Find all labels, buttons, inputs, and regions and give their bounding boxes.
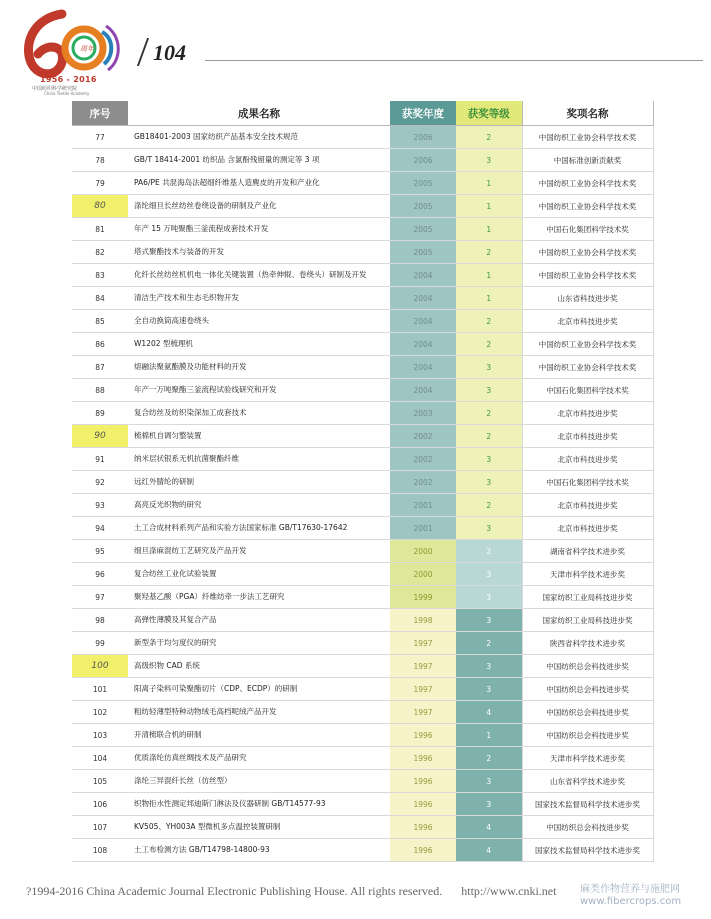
- award-year: 2004: [390, 287, 456, 310]
- column-header-no: 序号: [72, 101, 128, 126]
- award-level: 3: [456, 448, 522, 471]
- row-number: 82: [72, 241, 128, 264]
- achievement-name: 织物拒水性测定邦迪斯门淋法及仪器研制 GB/T14577-93: [128, 793, 390, 816]
- award-year: 2005: [390, 172, 456, 195]
- award-name: 国家技术监督局科学技术进步奖: [522, 793, 653, 816]
- award-name: 北京市科技进步奖: [522, 517, 653, 540]
- row-number: 89: [72, 402, 128, 425]
- table-row: [72, 149, 653, 172]
- award-name: 湖南省科学技术进步奖: [522, 540, 653, 563]
- award-year: 2002: [390, 471, 456, 494]
- column-header-year: 获奖年度: [390, 101, 456, 126]
- table-row: [72, 632, 653, 655]
- table-row: [72, 586, 653, 609]
- award-name: 中国纺织总会科技进步奖: [522, 701, 653, 724]
- row-number: 78: [72, 149, 128, 172]
- award-level: 3: [456, 770, 522, 793]
- award-year: 2002: [390, 425, 456, 448]
- row-number: 85: [72, 310, 128, 333]
- award-name: 中国标准创新贡献奖: [522, 149, 653, 172]
- row-number: 98: [72, 609, 128, 632]
- award-year: 1996: [390, 770, 456, 793]
- award-name: 天津市科学技术进步奖: [522, 563, 653, 586]
- achievement-name: 年产一万吨聚酯三釜流程试验线研究和开发: [128, 379, 390, 402]
- award-year: 2004: [390, 356, 456, 379]
- award-name: 北京市科技进步奖: [522, 310, 653, 333]
- row-number: 88: [72, 379, 128, 402]
- row-number: 104: [72, 747, 128, 770]
- logo-years: 1956 - 2016: [40, 75, 97, 84]
- table-row: [72, 724, 653, 747]
- award-year: 2005: [390, 241, 456, 264]
- copyright-text: ?1994-2016 China Academic Journal Electronic Publishing House. All rights reserved.: [26, 884, 443, 898]
- table-row: [72, 540, 653, 563]
- row-number: 102: [72, 701, 128, 724]
- footer-url[interactable]: http://www.cnki.net: [461, 884, 557, 898]
- column-header-award: 奖项名称: [522, 101, 653, 126]
- award-name: 山东省科学技术进步奖: [522, 770, 653, 793]
- award-name: 中国纺织工业协会科学技术奖: [522, 195, 653, 218]
- table-row: [72, 517, 653, 540]
- row-number: 101: [72, 678, 128, 701]
- award-level: 1: [456, 264, 522, 287]
- achievement-name: 复合纺丝工业化试验装置: [128, 563, 390, 586]
- award-year: 1997: [390, 701, 456, 724]
- achievement-name: GB18401-2003 国家纺织产品基本安全技术规范: [128, 126, 390, 149]
- table-row: [72, 793, 653, 816]
- award-level: 4: [456, 839, 522, 862]
- award-level: 3: [456, 793, 522, 816]
- award-year: 2004: [390, 379, 456, 402]
- award-level: 2: [456, 241, 522, 264]
- page-number: 104: [153, 40, 186, 65]
- award-name: 中国石化集团科学技术奖: [522, 471, 653, 494]
- award-level: 2: [456, 402, 522, 425]
- row-number: 96: [72, 563, 128, 586]
- achievement-name: 粗纺轻薄型特种动物绒毛高档呢绒产品开发: [128, 701, 390, 724]
- achievement-name: 全自动换筒高速卷绕头: [128, 310, 390, 333]
- award-year: 2002: [390, 448, 456, 471]
- table-row: [72, 310, 653, 333]
- award-year: 1996: [390, 724, 456, 747]
- award-level: 2: [456, 425, 522, 448]
- logo-chinese-name: 中国纺织科学研究院: [32, 86, 78, 92]
- achievement-name: 聚羟基乙酸（PGA）纤维纺牵一步法工艺研究: [128, 586, 390, 609]
- award-name: 中国纺织总会科技进步奖: [522, 816, 653, 839]
- table-row: [72, 126, 653, 149]
- row-number: 106: [72, 793, 128, 816]
- achievement-name: KV505、YH003A 型微机多点温控装置研制: [128, 816, 390, 839]
- award-name: 山东省科技进步奖: [522, 287, 653, 310]
- achievement-name: 塔式聚酯技术与装备的开发: [128, 241, 390, 264]
- award-name: 中国纺织总会科技进步奖: [522, 655, 653, 678]
- award-year: 1996: [390, 793, 456, 816]
- site-watermark: [580, 884, 681, 908]
- award-name: 中国纺织工业协会科学技术奖: [522, 126, 653, 149]
- row-number: 105: [72, 770, 128, 793]
- achievement-name: 高级织物 CAD 系统: [128, 655, 390, 678]
- award-year: 1998: [390, 609, 456, 632]
- award-level: 2: [456, 126, 522, 149]
- award-year: 2004: [390, 333, 456, 356]
- award-name: 北京市科技进步奖: [522, 448, 653, 471]
- achievement-name: 涤纶三异混纤长丝（仿丝型）: [128, 770, 390, 793]
- award-year: 1996: [390, 839, 456, 862]
- table-row: [72, 448, 653, 471]
- achievement-name: 优质涤纶仿真丝绸技术及产品研究: [128, 747, 390, 770]
- award-level: 3: [456, 586, 522, 609]
- award-year: 1997: [390, 632, 456, 655]
- table-row: [72, 195, 653, 218]
- achievement-name: 涤纶细旦长丝纺丝卷绕设备的研制及产业化: [128, 195, 390, 218]
- table-row: [72, 770, 653, 793]
- table-row: [72, 678, 653, 701]
- award-level: 1: [456, 195, 522, 218]
- svg-text:周年: 周年: [80, 45, 94, 53]
- award-level: 2: [456, 632, 522, 655]
- row-number: 81: [72, 218, 128, 241]
- award-name: 中国纺织工业协会科学技术奖: [522, 172, 653, 195]
- table-row: [72, 356, 653, 379]
- row-number: 80: [72, 195, 128, 218]
- awards-table: [72, 101, 654, 862]
- achievement-name: 纳米层状银系无机抗菌聚酯纤维: [128, 448, 390, 471]
- achievement-name: 年产 15 万吨聚酯三釜流程成套技术开发: [128, 218, 390, 241]
- row-number: 77: [72, 126, 128, 149]
- award-name: 中国纺织工业协会科学技术奖: [522, 264, 653, 287]
- award-year: 1997: [390, 655, 456, 678]
- award-name: 中国纺织总会科技进步奖: [522, 678, 653, 701]
- award-year: 2005: [390, 195, 456, 218]
- row-number: 91: [72, 448, 128, 471]
- award-name: 中国纺织总会科技进步奖: [522, 724, 653, 747]
- row-number: 108: [72, 839, 128, 862]
- award-year: 2000: [390, 540, 456, 563]
- page-footer: [26, 884, 556, 899]
- award-name: 中国纺织工业协会科学技术奖: [522, 333, 653, 356]
- achievement-name: 阳离子染料可染聚酯切片（CDP、ECDP）的研制: [128, 678, 390, 701]
- row-number: 97: [72, 586, 128, 609]
- award-name: 国家纺织工业局科技进步奖: [522, 586, 653, 609]
- anniversary-logo: [18, 8, 133, 96]
- table-row: [72, 172, 653, 195]
- achievement-name: 新型条干均匀度仪的研究: [128, 632, 390, 655]
- achievement-name: 土工布检测方法 GB/T14798-14800-93: [128, 839, 390, 862]
- watermark-line2: www.fibercrops.com: [580, 896, 682, 907]
- award-name: 天津市科学技术进步奖: [522, 747, 653, 770]
- achievement-name: 高亮反光织物的研究: [128, 494, 390, 517]
- row-number: 79: [72, 172, 128, 195]
- achievement-name: 远红外腈纶的研制: [128, 471, 390, 494]
- award-level: 3: [456, 655, 522, 678]
- page-header: [0, 0, 711, 95]
- row-number: 92: [72, 471, 128, 494]
- achievement-name: 梳棉机自调匀整装置: [128, 425, 390, 448]
- award-level: 1: [456, 172, 522, 195]
- award-name: 中国石化集团科学技术奖: [522, 218, 653, 241]
- award-level: 2: [456, 333, 522, 356]
- row-number: 107: [72, 816, 128, 839]
- award-name: 陕西省科学技术进步奖: [522, 632, 653, 655]
- award-year: 1996: [390, 747, 456, 770]
- achievement-name: 高弹性薄膜及其复合产品: [128, 609, 390, 632]
- award-level: 3: [456, 356, 522, 379]
- award-year: 2005: [390, 218, 456, 241]
- award-year: 2001: [390, 517, 456, 540]
- award-name: 国家纺织工业局科技进步奖: [522, 609, 653, 632]
- table-row: [72, 425, 653, 448]
- award-year: 2004: [390, 310, 456, 333]
- logo-english-name: China Textile Academy: [44, 91, 90, 96]
- table-row: [72, 471, 653, 494]
- row-number: 103: [72, 724, 128, 747]
- table-header-row: [72, 101, 653, 126]
- award-level: 3: [456, 678, 522, 701]
- table-row: [72, 241, 653, 264]
- award-level: 3: [456, 149, 522, 172]
- award-level: 2: [456, 540, 522, 563]
- achievement-name: GB/T 18414-2001 纺织品 含氯酚残留量的测定等 3 项: [128, 149, 390, 172]
- award-name: 中国石化集团科学技术奖: [522, 379, 653, 402]
- award-level: 1: [456, 287, 522, 310]
- row-number: 87: [72, 356, 128, 379]
- achievement-name: PA6/PE 共混海岛法超细纤维基人造麂皮的开发和产业化: [128, 172, 390, 195]
- award-name: 北京市科技进步奖: [522, 494, 653, 517]
- table-body: [72, 126, 653, 862]
- row-number: 99: [72, 632, 128, 655]
- award-level: 2: [456, 747, 522, 770]
- award-year: 1997: [390, 678, 456, 701]
- award-level: 3: [456, 563, 522, 586]
- award-year: 2001: [390, 494, 456, 517]
- row-number: 100: [72, 655, 128, 678]
- award-year: 2003: [390, 402, 456, 425]
- table-row: [72, 333, 653, 356]
- award-level: 2: [456, 310, 522, 333]
- row-number: 90: [72, 425, 128, 448]
- achievement-name: 开清梳联合机的研制: [128, 724, 390, 747]
- award-level: 4: [456, 701, 522, 724]
- column-header-level: 获奖等级: [456, 101, 522, 126]
- watermark-line1: 麻类作物营养与施肥网: [580, 884, 680, 895]
- award-level: 1: [456, 724, 522, 747]
- table-row: [72, 816, 653, 839]
- award-year: 2006: [390, 149, 456, 172]
- row-number: 94: [72, 517, 128, 540]
- table-row: [72, 379, 653, 402]
- table-row: [72, 747, 653, 770]
- row-number: 86: [72, 333, 128, 356]
- award-year: 2000: [390, 563, 456, 586]
- award-level: 2: [456, 494, 522, 517]
- award-name: 中国纺织工业协会科学技术奖: [522, 241, 653, 264]
- table-row: [72, 655, 653, 678]
- row-number: 84: [72, 287, 128, 310]
- table-row: [72, 264, 653, 287]
- award-name: 北京市科技进步奖: [522, 402, 653, 425]
- award-year: 2004: [390, 264, 456, 287]
- table-row: [72, 839, 653, 862]
- achievement-name: 化纤长丝纺丝机机电一体化关键装置（热牵伸辊、卷绕头）研制及开发: [128, 264, 390, 287]
- achievement-name: 细旦涤麻混纺工艺研究及产品开发: [128, 540, 390, 563]
- table-row: [72, 701, 653, 724]
- award-name: 国家技术监督局科学技术进步奖: [522, 839, 653, 862]
- award-name: 中国纺织工业协会科学技术奖: [522, 356, 653, 379]
- achievement-name: 清洁生产技术和生态毛织物开发: [128, 287, 390, 310]
- table-row: [72, 609, 653, 632]
- award-level: 3: [456, 517, 522, 540]
- award-level: 4: [456, 816, 522, 839]
- header-rule: [205, 60, 703, 61]
- award-level: 3: [456, 609, 522, 632]
- achievement-name: 熔融法聚氨酯膜及功能材料的开发: [128, 356, 390, 379]
- row-number: 93: [72, 494, 128, 517]
- award-year: 1999: [390, 586, 456, 609]
- table-row: [72, 218, 653, 241]
- column-header-name: 成果名称: [128, 101, 390, 126]
- header-slash-divider: [137, 38, 149, 66]
- row-number: 95: [72, 540, 128, 563]
- row-number: 83: [72, 264, 128, 287]
- award-year: 1996: [390, 816, 456, 839]
- award-year: 2006: [390, 126, 456, 149]
- award-level: 3: [456, 379, 522, 402]
- table-row: [72, 494, 653, 517]
- table-row: [72, 402, 653, 425]
- achievement-name: W1202 型梳理机: [128, 333, 390, 356]
- award-level: 3: [456, 471, 522, 494]
- achievement-name: 复合纺丝及纺织染深加工成套技术: [128, 402, 390, 425]
- award-name: 北京市科技进步奖: [522, 425, 653, 448]
- achievement-name: 土工合成材料系列产品和实验方法国家标准 GB/T17630-17642: [128, 517, 390, 540]
- table-row: [72, 563, 653, 586]
- award-level: 1: [456, 218, 522, 241]
- table-row: [72, 287, 653, 310]
